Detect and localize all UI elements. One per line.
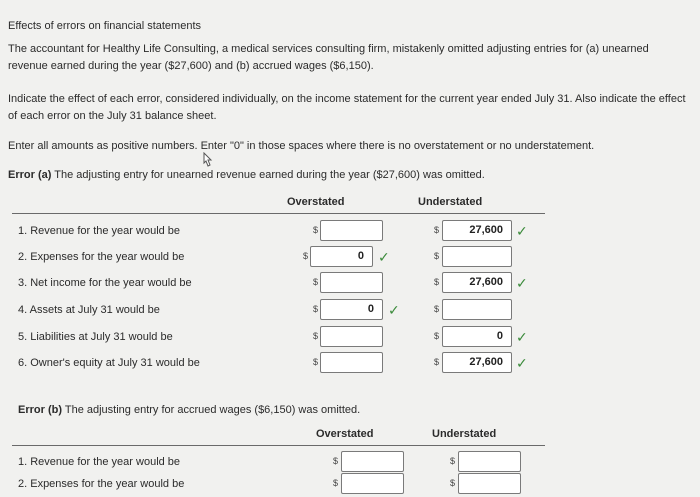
error-a-row-label: 2. Expenses for the year would be (18, 251, 185, 263)
dollar-sign: $ (313, 304, 319, 314)
error-a-overstated-input[interactable]: 0 (320, 299, 383, 320)
dollar-sign: $ (313, 357, 319, 367)
error-a-row-label: 3. Net income for the year would be (18, 277, 192, 289)
error-b-description: The adjusting entry for accrued wages ($6,150) was omitted. (62, 404, 361, 416)
error-b-understated-input[interactable] (458, 451, 521, 472)
intro-paragraph: The accountant for Healthy Life Consulting, a medical services consulting firm, mistakenly omitted adjusting entries for (a) unearned revenue earned during the year ($27,600) and (b) accrued wages ($6,150). (8, 43, 649, 72)
dollar-sign: $ (333, 478, 339, 488)
error-b-overstated-header: Overstated (316, 428, 374, 440)
dollar-sign: $ (434, 357, 440, 367)
dollar-sign: $ (313, 225, 319, 235)
dollar-sign: $ (434, 277, 440, 287)
dollar-sign: $ (434, 304, 440, 314)
error-b-understated-input[interactable] (458, 473, 521, 494)
error-b-heading (18, 404, 360, 416)
error-a-label: Error (a) (8, 169, 52, 181)
error-b-overstated-input[interactable] (341, 473, 404, 494)
error-a-overstated-input[interactable] (320, 272, 383, 293)
error-a-overstated-input[interactable] (320, 326, 383, 347)
error-a-understated-input[interactable] (442, 246, 512, 267)
dollar-sign: $ (434, 331, 440, 341)
page-title: Effects of errors on financial statements (8, 20, 201, 32)
error-a-header-rule (12, 213, 545, 214)
dollar-sign: $ (450, 478, 456, 488)
error-a-understated-input[interactable]: 27,600 (442, 352, 512, 373)
error-a-understated-input[interactable] (442, 299, 512, 320)
error-b-label: Error (b) (18, 404, 62, 416)
mouse-cursor-icon (200, 152, 214, 168)
error-a-understated-input[interactable]: 0 (442, 326, 512, 347)
error-a-row-label: 4. Assets at July 31 would be (18, 304, 160, 316)
check-icon: ✓ (378, 249, 390, 265)
error-a-overstated-input[interactable] (320, 352, 383, 373)
check-icon: ✓ (516, 275, 528, 291)
error-b-understated-header: Understated (432, 428, 497, 440)
error-a-row-label: 5. Liabilities at July 31 would be (18, 331, 173, 343)
dollar-sign: $ (450, 456, 456, 466)
error-a-overstated-input[interactable]: 0 (310, 246, 373, 267)
error-b-overstated-input[interactable] (341, 451, 404, 472)
error-a-row-label: 1. Revenue for the year would be (18, 225, 181, 237)
error-a-understated-input[interactable]: 27,600 (442, 220, 512, 241)
check-icon: ✓ (516, 223, 528, 239)
instruction-paragraph: Indicate the effect of each error, considered individually, on the income statement for the current year ended July 31. Also indicate the effect of each error on the July 31 balance sheet. (8, 93, 686, 122)
dollar-sign: $ (434, 225, 440, 235)
check-icon: ✓ (516, 355, 528, 371)
error-a-overstated-input[interactable] (320, 220, 383, 241)
check-icon: ✓ (388, 302, 400, 318)
error-b-row-label: 2. Expenses for the year would be (18, 478, 185, 490)
error-a-row-label: 6. Owner's equity at July 31 would be (18, 357, 200, 369)
check-icon: ✓ (516, 329, 528, 345)
entry-instruction: Enter all amounts as positive numbers. Enter "0" in those spaces where there is no overstatement or no understatement. (8, 140, 595, 152)
error-b-header-rule (12, 445, 545, 446)
error-b-row-label: 1. Revenue for the year would be (18, 456, 181, 468)
error-a-overstated-header: Overstated (287, 196, 345, 208)
error-a-description: The adjusting entry for unearned revenue earned during the year ($27,600) was omitted. (51, 169, 485, 181)
error-a-understated-header: Understated (418, 196, 483, 208)
dollar-sign: $ (303, 251, 309, 261)
dollar-sign: $ (313, 277, 319, 287)
dollar-sign: $ (333, 456, 339, 466)
dollar-sign: $ (313, 331, 319, 341)
dollar-sign: $ (434, 251, 440, 261)
error-a-understated-input[interactable]: 27,600 (442, 272, 512, 293)
error-a-heading (8, 169, 485, 181)
